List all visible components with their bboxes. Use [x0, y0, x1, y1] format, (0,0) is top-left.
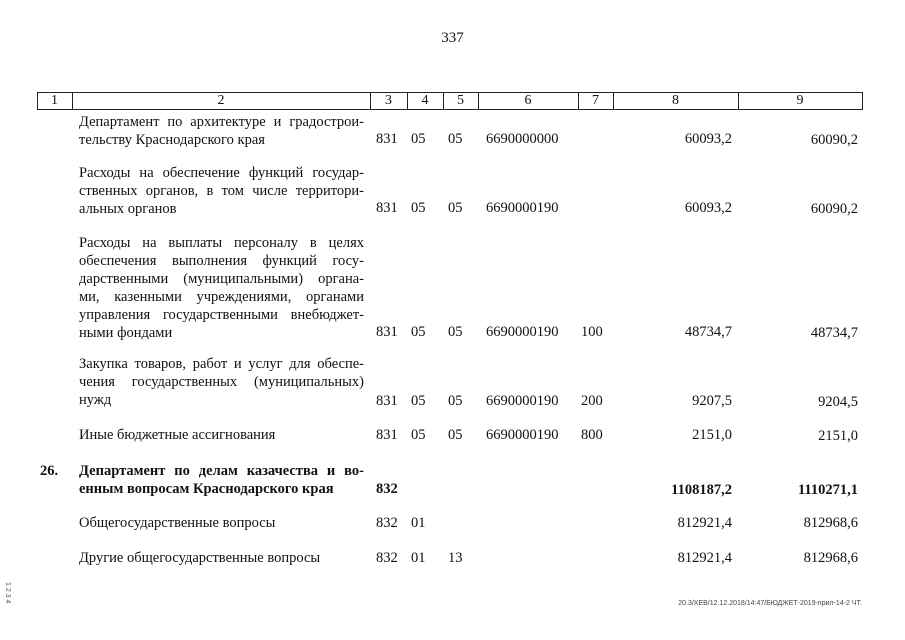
row-description: [79, 113, 364, 149]
cell-expense-type: 800: [581, 427, 603, 443]
cell-admin: 831: [376, 427, 398, 443]
cell-admin: 831: [376, 393, 398, 409]
cell-amount-2: 812968,6: [803, 515, 858, 531]
desc-line: ми, казенными учреждениями, органами: [79, 289, 364, 305]
cell-admin: 832: [376, 481, 398, 497]
desc-line: дарственными (муниципальными) органа-: [79, 271, 364, 287]
cell-amount-2: 1110271,1: [797, 482, 858, 498]
cell-target: 6690000190: [486, 393, 559, 409]
cell-amount-2: 48734,7: [810, 325, 858, 341]
cell-amount-2: 9204,5: [818, 394, 858, 410]
desc-line: Расходы на обеспечение функций государ-: [79, 165, 364, 181]
cell-amount-2: 812968,6: [803, 550, 858, 566]
header-col-8: 8: [672, 93, 679, 108]
header-col-6: 6: [524, 93, 532, 108]
row-description: [79, 234, 364, 342]
row-number: 26.: [40, 463, 59, 479]
desc-line: енным вопросам Краснодарского края: [79, 481, 334, 497]
cell-target: 6690000190: [486, 200, 559, 216]
cell-amount-1: 812921,4: [677, 550, 732, 566]
header-col-2: 2: [217, 93, 225, 108]
header-col-4: 4: [421, 93, 429, 108]
cell-admin: 832: [376, 515, 398, 531]
desc-line: Расходы на выплаты персоналу в целях: [79, 235, 364, 251]
desc-line: Иные бюджетные ассигнования: [79, 427, 276, 443]
cell-amount-1: 48734,7: [684, 324, 732, 340]
header-col-7: 7: [592, 93, 599, 108]
cell-amount-1: 812921,4: [677, 515, 732, 531]
cell-section: 05: [411, 393, 426, 409]
desc-line: Закупка товаров, работ и услуг для обеспе-: [79, 356, 364, 372]
cell-admin: 831: [376, 324, 398, 340]
page-number: 337: [441, 30, 464, 46]
col-divider: [862, 92, 863, 110]
desc-line: обеспечения выполнения функций госу-: [79, 253, 364, 269]
document-footer: 20.3/ХЕВ/12.12.2018/14:47/БЮДЖЕТ-2019-прил-14-2 ЧТ.: [678, 600, 862, 607]
desc-line: тельству Краснодарского края: [79, 132, 265, 148]
row-description: [79, 426, 364, 444]
cell-section: 05: [411, 131, 426, 147]
cell-subsection: 13: [448, 550, 463, 566]
cell-section: 01: [411, 550, 426, 566]
header-col-3: 3: [385, 93, 392, 108]
cell-admin: 832: [376, 550, 398, 566]
cell-admin: 831: [376, 131, 398, 147]
desc-line: Департамент по делам казачества и во-: [79, 463, 364, 479]
cell-target: 6690000190: [486, 324, 559, 340]
desc-line: Другие общегосударственные вопросы: [79, 550, 321, 566]
cell-expense-type: 200: [581, 393, 603, 409]
cell-target: 6690000000: [486, 131, 559, 147]
cell-subsection: 05: [448, 393, 463, 409]
row-description: [79, 164, 364, 218]
cell-subsection: 05: [448, 200, 463, 216]
header-col-5: 5: [457, 93, 464, 108]
cell-amount-1: 9207,5: [692, 393, 732, 409]
cell-amount-2: 2151,0: [818, 428, 858, 444]
cell-amount-2: 60090,2: [810, 132, 858, 148]
header-col-1: 1: [51, 93, 58, 108]
row-description: [79, 549, 364, 567]
desc-line: ственных органов, в том числе территори-: [79, 183, 364, 199]
cell-section: 05: [411, 427, 426, 443]
desc-line: альных органов: [79, 201, 177, 217]
header-bottom-border: [37, 109, 863, 110]
row-description: [79, 514, 364, 532]
desc-line: управления государственными внебюджет-: [79, 307, 364, 323]
cell-amount-1: 60093,2: [684, 200, 732, 216]
desc-line: Департамент по архитектуре и градострои-: [79, 114, 364, 130]
desc-line: нужд: [79, 392, 112, 408]
cell-amount-1: 60093,2: [684, 131, 732, 147]
cell-section: 01: [411, 515, 426, 531]
desc-line: чения государственных (муниципальных): [79, 374, 364, 390]
cell-admin: 831: [376, 200, 398, 216]
cell-amount-1: 2151,0: [692, 427, 732, 443]
desc-line: ными фондами: [79, 325, 173, 341]
desc-line: Общегосударственные вопросы: [79, 515, 276, 531]
cell-expense-type: 100: [581, 324, 603, 340]
cell-amount-1: 1108187,2: [671, 482, 732, 498]
cell-section: 05: [411, 200, 426, 216]
cell-subsection: 05: [448, 131, 463, 147]
cell-amount-2: 60090,2: [810, 201, 858, 217]
cell-subsection: 05: [448, 427, 463, 443]
cell-subsection: 05: [448, 324, 463, 340]
margin-mark: 1 2 3 4: [4, 582, 11, 604]
row-description: [79, 355, 364, 409]
row-description: [79, 462, 364, 498]
cell-target: 6690000190: [486, 427, 559, 443]
header-col-9: 9: [796, 93, 804, 108]
cell-section: 05: [411, 324, 426, 340]
